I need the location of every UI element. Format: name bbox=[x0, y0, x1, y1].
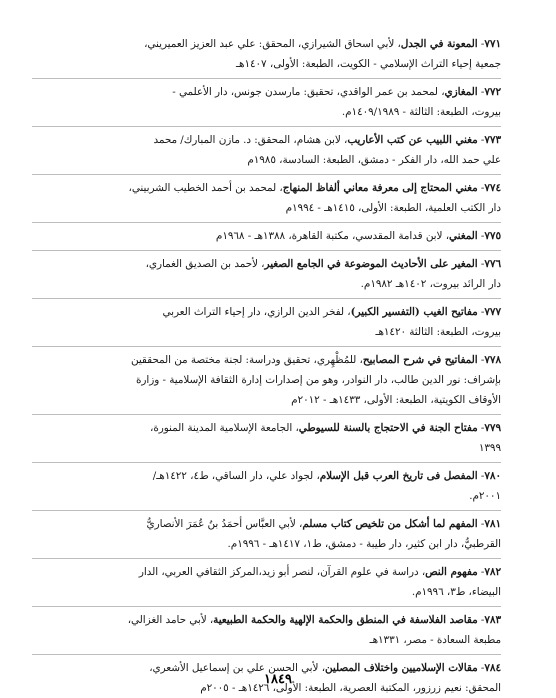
bibliography-entry bbox=[32, 514, 501, 554]
entry-divider bbox=[32, 510, 501, 511]
entry-continuation-line: علي حمد الله، دار الفكر - دمشق، الطبعة: السادسة، ١٩٨٥م bbox=[247, 154, 501, 166]
entry-continuation-line: المحقق: نعيم زرزور، المكتبة العصرية، الطبعة: الأولى، ١٤٢٦هـ - ٢٠٠٥م bbox=[200, 682, 501, 694]
entry-continuation-line: القرطبيُّ، دار ابن كثير، دار طيبة - دمشق، ط١، ١٤١٧هـ - ١٩٩٦م. bbox=[227, 538, 501, 550]
entry-title: المعونة في الجدل bbox=[400, 38, 478, 50]
entry-first-line bbox=[32, 130, 501, 150]
entry-continuation-line: دار الكتب العلمية، الطبعة: الأولى، ١٤١٥هـ - ١٩٩٤م bbox=[285, 202, 501, 214]
bibliography-entry bbox=[32, 350, 501, 410]
entry-first-line bbox=[32, 178, 501, 198]
entry-details: ، دراسة في علوم القرآن، لنصر أبو زيد،المركز الثقافي العربي، الدار bbox=[138, 566, 426, 578]
entry-continuation-line: الأوقاف الكويتية، الطبعة: الأولى، ١٤٣٣هـ - ٢٠١٢م bbox=[291, 394, 501, 406]
entry-details: ، للمُظْهِري، تحقيق ودراسة: لجنة مختصة من المحققين bbox=[130, 354, 363, 366]
entry-details: ، لمحمد بن عمر الواقدي، تحقيق: مارسدن جونس، دار الأعلمي - bbox=[172, 86, 445, 98]
entry-continuation-line: بيروت، الطبعة: الثالثة - ١٤٠٩/١٩٨٩م. bbox=[341, 106, 501, 118]
entry-dash: - bbox=[477, 662, 485, 674]
entry-number: ٧٨٣ bbox=[484, 614, 501, 626]
entry-first-line bbox=[32, 254, 501, 274]
bibliography-entry bbox=[32, 302, 501, 342]
entry-first-line bbox=[32, 562, 501, 582]
entry-divider bbox=[32, 558, 501, 559]
entry-divider bbox=[32, 174, 501, 175]
entry-number: ٧٧٦ bbox=[484, 258, 501, 270]
entry-number: ٧٧٥ bbox=[484, 230, 501, 242]
entry-number: ٧٨٢ bbox=[484, 566, 501, 578]
entry-first-line bbox=[32, 34, 501, 54]
bibliography-entry bbox=[32, 418, 501, 458]
bibliography-entry bbox=[32, 178, 501, 218]
bibliography-entry bbox=[32, 34, 501, 74]
entry-dash: - bbox=[477, 566, 485, 578]
entry-first-line bbox=[32, 302, 501, 322]
entry-first-line bbox=[32, 82, 501, 102]
entry-dash: - bbox=[477, 86, 485, 98]
entry-first-line bbox=[32, 466, 501, 486]
entry-divider bbox=[32, 346, 501, 347]
entry-number: ٧٧٣ bbox=[484, 134, 501, 146]
entry-title: المفصل فى تاريخ العرب قبل الإسلام bbox=[319, 470, 478, 482]
entry-number: ٧٧٤ bbox=[484, 182, 501, 194]
entry-divider bbox=[32, 606, 501, 607]
entry-continuation-line: دار الرائد بيروت، ١٤٠٢هـ ١٩٨٢م. bbox=[360, 278, 501, 290]
entry-title: المفهم لما أشكل من تلخيص كتاب مسلم bbox=[302, 518, 478, 530]
entry-number: ٧٧٢ bbox=[484, 86, 501, 98]
entry-title: المغني bbox=[449, 230, 478, 242]
entry-continuation-line: ٢٠٠١م. bbox=[469, 490, 501, 502]
entry-continuation-line: البيضاء، ط٣، ١٩٩٦م. bbox=[411, 586, 501, 598]
entry-dash: - bbox=[477, 134, 485, 146]
entry-dash: - bbox=[477, 306, 485, 318]
entry-details: ، الجامعة الإسلامية المدينة المنورة، bbox=[150, 422, 299, 434]
entry-details: ، لابن قدامة المقدسي، مكتبة القاهرة، ١٣٨٨هـ - ١٩٦٨م bbox=[215, 230, 450, 242]
entry-first-line bbox=[32, 350, 501, 370]
entry-divider bbox=[32, 462, 501, 463]
bibliography-entry bbox=[32, 254, 501, 294]
bibliography-entry bbox=[32, 82, 501, 122]
entry-first-line bbox=[32, 418, 501, 438]
entry-continuation-line: بإشراف: نور الدين طالب، دار النوادر، وهو من إصدارات إدارة الثقافة الإسلامية - وزارة bbox=[136, 374, 501, 386]
entry-details: ، لابن هشام، المحقق: د. مازن المبارك/ محمد bbox=[153, 134, 348, 146]
entry-dash: - bbox=[477, 38, 485, 50]
entry-title: مقالات الإسلاميين واختلاف المصلين bbox=[325, 662, 478, 674]
entry-title: مفاتيح الغيب (التفسير الكبير) bbox=[350, 306, 478, 318]
entry-title: المفاتيح في شرح المصابيح bbox=[362, 354, 478, 366]
bibliography-entry bbox=[32, 226, 501, 246]
entry-dash: - bbox=[477, 470, 485, 482]
entry-details: ، لمحمد بن أحمد الخطيب الشربيني، bbox=[128, 182, 283, 194]
bibliography-list bbox=[32, 34, 501, 698]
entry-first-line bbox=[32, 514, 501, 534]
entry-first-line bbox=[32, 226, 501, 246]
entry-divider bbox=[32, 78, 501, 79]
entry-first-line bbox=[32, 610, 501, 630]
entry-details: ، لجواد علي، دار الساقي، ط٤، ١٤٢٢هـ/ bbox=[152, 470, 320, 482]
entry-details: ، لأبي الحسن علي بن إسماعيل الأشعري، bbox=[149, 662, 326, 674]
entry-title: المغير على الأحاديث الموضوعة في الجامع الصغير bbox=[264, 258, 478, 270]
entry-dash: - bbox=[477, 518, 485, 530]
entry-dash: - bbox=[477, 258, 485, 270]
entry-dash: - bbox=[477, 182, 485, 194]
entry-title: مفهوم النص bbox=[425, 566, 478, 578]
entry-dash: - bbox=[477, 614, 485, 626]
entry-title: مفتاح الجنة في الاحتجاج بالسنة للسيوطي bbox=[298, 422, 478, 434]
bibliography-entry bbox=[32, 130, 501, 170]
entry-number: ٧٨٤ bbox=[484, 662, 501, 674]
entry-number: ٧٧٨ bbox=[484, 354, 501, 366]
bibliography-entry bbox=[32, 466, 501, 506]
entry-title: مغني المحتاج إلى معرفة معاني ألفاظ المنهاج bbox=[282, 182, 478, 194]
entry-divider bbox=[32, 298, 501, 299]
bibliography-entry bbox=[32, 562, 501, 602]
entry-dash: - bbox=[477, 422, 485, 434]
entry-dash: - bbox=[477, 354, 485, 366]
entry-continuation-line: مطبعة السعادة - مصر، ١٣٣١هـ bbox=[369, 634, 501, 646]
entry-title: مقاصد الفلاسفة في المنطق والحكمة الإلهية والحكمة الطبيعية bbox=[213, 614, 478, 626]
entry-divider bbox=[32, 250, 501, 251]
entry-number: ٧٧٩ bbox=[484, 422, 501, 434]
entry-number: ٧٧٧ bbox=[484, 306, 501, 318]
entry-number: ٧٧١ bbox=[484, 38, 501, 50]
entry-details: ، لفخر الدين الرازي، دار إحياء التراث العربي bbox=[162, 306, 351, 318]
entry-details: ، لأبي العبَّاس أحمَدُ بنُ عُمَرَ الأنصاريُّ bbox=[146, 518, 303, 530]
entry-details: ، لأبي اسحاق الشيرازي، المحقق: علي عبد العزيز العميريني، bbox=[144, 38, 401, 50]
entry-divider bbox=[32, 654, 501, 655]
entry-dash: - bbox=[477, 230, 485, 242]
entry-number: ٧٨٠ bbox=[484, 470, 501, 482]
entry-divider bbox=[32, 126, 501, 127]
entry-details: ، لأحمد بن الصديق الغماري، bbox=[145, 258, 265, 270]
entry-title: مغني اللبيب عن كتب الأعاريب bbox=[347, 134, 478, 146]
entry-number: ٧٨١ bbox=[484, 518, 501, 530]
entry-continuation-line: ١٣٩٩ bbox=[478, 442, 501, 454]
entry-title: المغازي bbox=[444, 86, 478, 98]
entry-continuation-line: بيروت، الطبعة: الثالثة ١٤٢٠هـ bbox=[375, 326, 501, 338]
entry-continuation-line: جمعية إحياء التراث الإسلامي - الكويت، الطبعة: الأولى، ١٤٠٧هـ bbox=[236, 58, 501, 70]
page-number: ١٨٤٩ bbox=[264, 672, 292, 687]
entry-divider bbox=[32, 414, 501, 415]
entry-details: ، لأبي حامد الغزالي، bbox=[127, 614, 214, 626]
entry-divider bbox=[32, 222, 501, 223]
bibliography-entry bbox=[32, 610, 501, 650]
